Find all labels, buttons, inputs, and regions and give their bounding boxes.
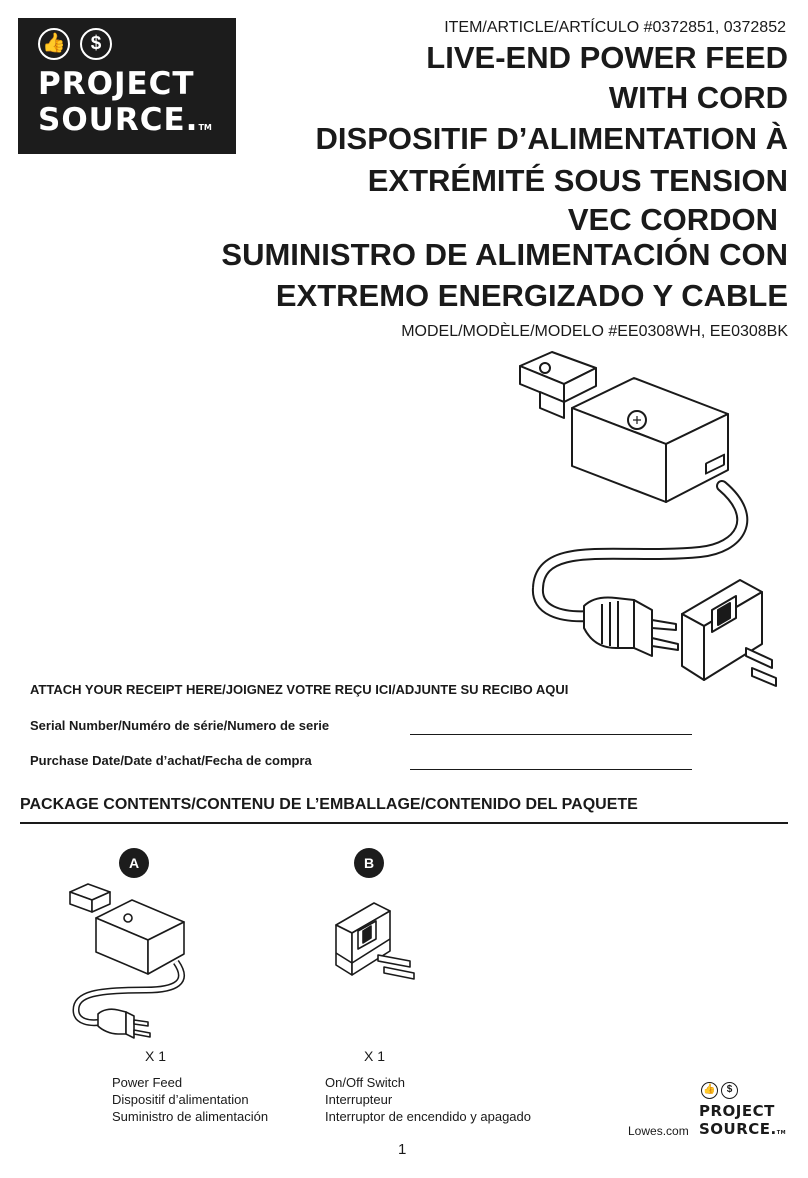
brand-logo [18, 18, 236, 154]
switch-illustration [330, 895, 420, 985]
part-b-badge: B [354, 848, 384, 878]
title-line-5: VEC CORDON [567, 202, 778, 237]
power-feed-illustration [66, 882, 196, 1042]
part-b-name-fr: Interrupteur [325, 1092, 393, 1107]
section-divider [20, 822, 788, 824]
purchase-date-line [410, 769, 692, 770]
title-line-6: SUMINISTRO DE ALIMENTACIÓN CON [221, 237, 788, 272]
footer-logo [699, 1082, 791, 1142]
title-line-7: EXTREMO ENERGIZADO Y CABLE [275, 278, 788, 313]
part-a-name-en: Power Feed [112, 1075, 183, 1090]
logo-word-source: SOURCE.TM [38, 102, 212, 138]
footer-logo-word-project: PROJECT [699, 1102, 775, 1120]
logo-word-project: PROJECT [38, 66, 195, 102]
dollar-icon: $ [80, 28, 112, 60]
part-a-badge: A [119, 848, 149, 878]
part-a-names [112, 1074, 268, 1125]
footer-trademark-mark: TM [776, 1130, 787, 1136]
product-illustration [500, 348, 800, 693]
serial-number-line [410, 734, 692, 735]
title-line-4: EXTRÉMITÉ SOUS TENSION [367, 163, 788, 198]
part-b-quantity: X 1 [364, 1048, 386, 1064]
title-line-3: DISPOSITIF D’ALIMENTATION À [315, 121, 788, 156]
model-number: MODEL/MODÈLE/MODELO #EE0308WH, EE0308BK [401, 323, 788, 340]
part-a-name-es: Suministro de alimentación [112, 1109, 269, 1124]
package-contents-heading: PACKAGE CONTENTS/CONTENU DE L’EMBALLAGE/CONTENIDO DEL PAQUETE [20, 796, 638, 813]
thumbs-up-icon: 👍 [38, 28, 70, 60]
footer-logo-word-source: SOURCE.TM [699, 1120, 787, 1138]
part-b-name-en: On/Off Switch [325, 1075, 405, 1090]
attach-receipt-label: ATTACH YOUR RECEIPT HERE/JOIGNEZ VOTRE REÇU ICI/ADJUNTE SU RECIBO AQUI [30, 682, 569, 697]
page-number: 1 [398, 1141, 407, 1158]
part-b-names [325, 1074, 531, 1125]
serial-number-label: Serial Number/Numéro de série/Numero de serie [30, 718, 330, 733]
title-line-1: LIVE-END POWER FEED [426, 40, 788, 75]
thumbs-up-icon: 👍 [701, 1082, 718, 1099]
part-a-quantity: X 1 [145, 1048, 167, 1064]
purchase-date-label: Purchase Date/Date d’achat/Fecha de compra [30, 753, 312, 768]
item-number: ITEM/ARTICLE/ARTÍCULO #0372851, 0372852 [444, 19, 786, 36]
title-line-2: WITH CORD [608, 80, 788, 115]
trademark-mark: TM [198, 123, 212, 132]
part-a-name-fr: Dispositif d’alimentation [112, 1092, 249, 1107]
dollar-icon: $ [721, 1082, 738, 1099]
website-label: Lowes.com [628, 1124, 689, 1138]
part-b-name-es: Interruptor de encendido y apagado [325, 1109, 531, 1124]
